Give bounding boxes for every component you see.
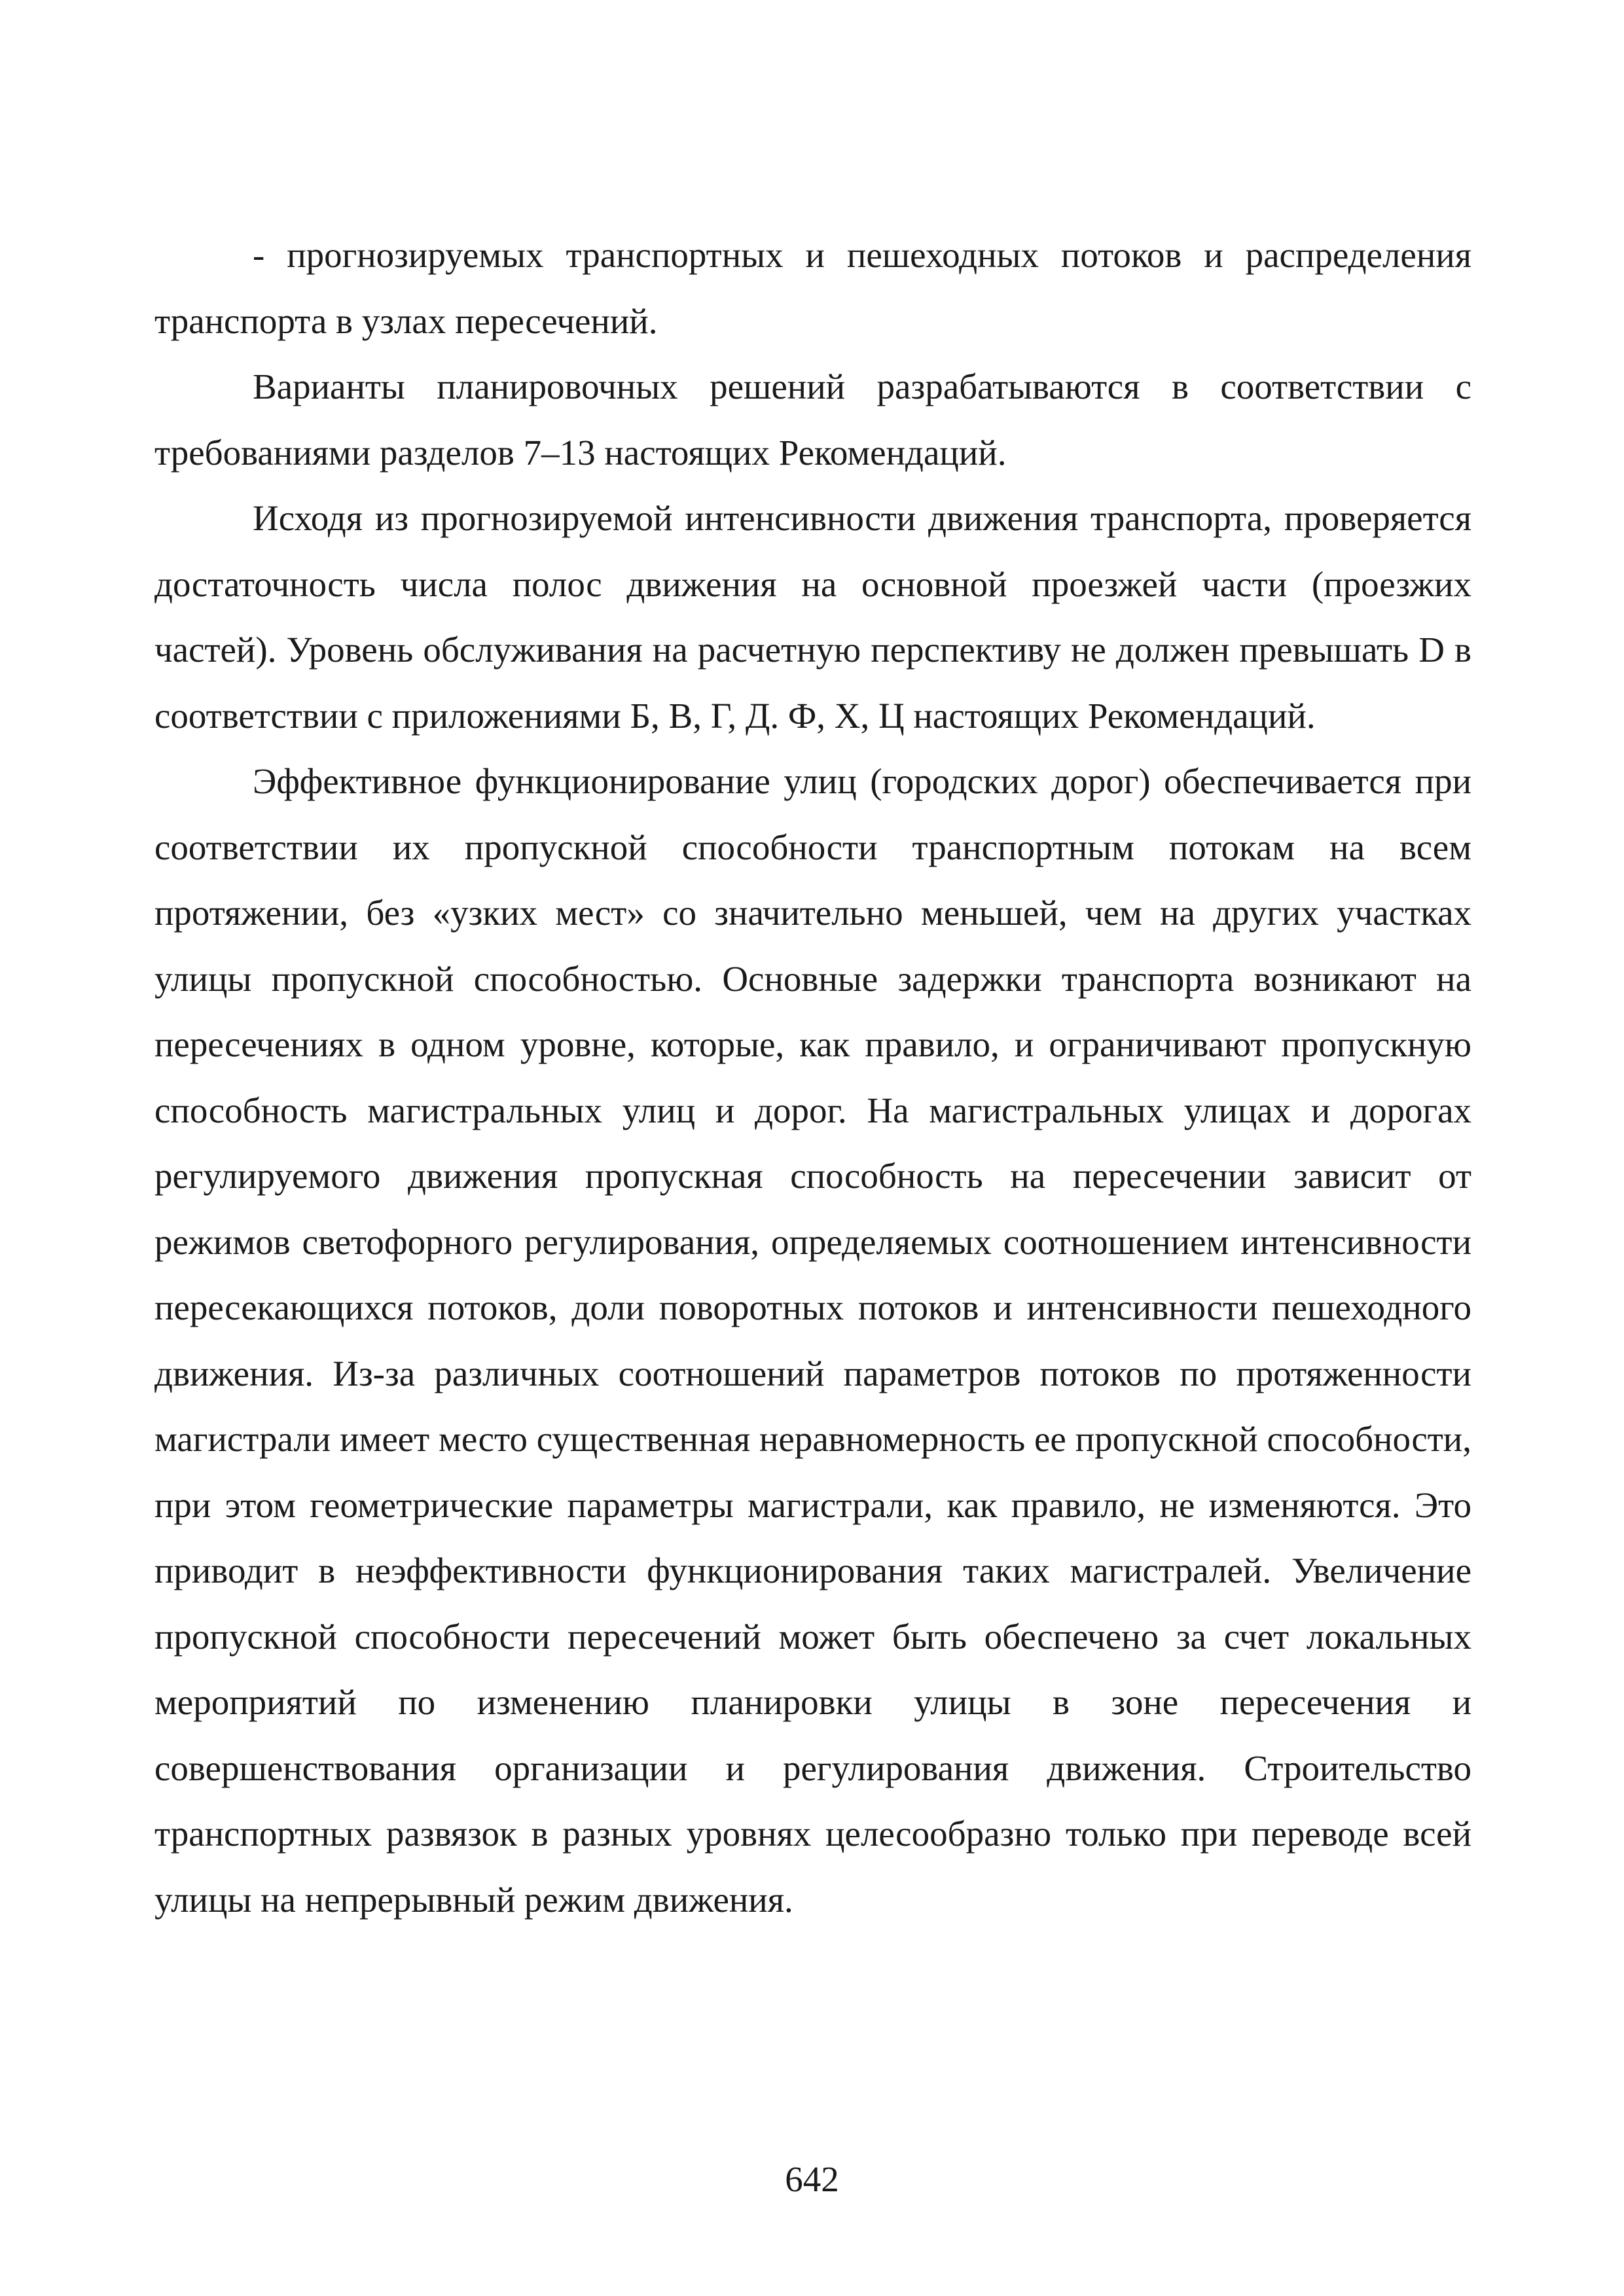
- paragraph-planning-variants: Варианты планировочных решений разрабатываются в соответствии с требованиями разделов 7–13 настоящих Рекомендаций.: [154, 367, 1471, 473]
- page-number: 642: [785, 2159, 839, 2199]
- paragraph-continuation: - прогнозируемых транспортных и пешеходных потоков и распределения транспорта в узлах пересечений.: [154, 235, 1471, 341]
- paragraph-lane-capacity: Исходя из прогнозируемой интенсивности движения транспорта, проверяется достаточность числа полос движения на основной проезжей части (проезжих частей). Уровень обслуживания на расчетную перспективу не должен превышать D в соответствии с приложениями Б, В, Г, Д. Ф, Х, Ц настоящих Рекомендаций.: [154, 498, 1471, 736]
- paragraph-street-efficiency: Эффективное функционирование улиц (городских дорог) обеспечивается при соответствии их пропускной способности транспортным потокам на всем протяжении, без «узких мест» со значительно меньшей, чем на других участках улицы пропускной способностью. Основные задержки транспорта возникают на пересечениях в одном уровне, которые, как правило, и ограничивают пропускную способность магистральных улиц и дорог. На магистральных улицах и дорогах регулируемого движения пропускная способность на пересечении зависит от режимов светофорного регулирования, определяемых соотношением интенсивности пересекающихся потоков, доли поворотных потоков и интенсивности пешеходного движения. Из-за различных соотношений параметров потоков по протяженности магистрали имеет место существенная неравномерность ее пропускной способности, при этом геометрические параметры магистрали, как правило, не изменяются. Это приводит в неэффективности функционирования таких магистралей. Увеличение пропускной способности пересечений может быть обеспечено за счет локальных мероприятий по изменению планировки улицы в зоне пересечения и совершенствования организации и регулирования движения. Строительство транспортных развязок в разных уровнях целесообразно только при переводе всей улицы на непрерывный режим движения.: [154, 761, 1471, 1920]
- body-text: [154, 223, 1471, 1933]
